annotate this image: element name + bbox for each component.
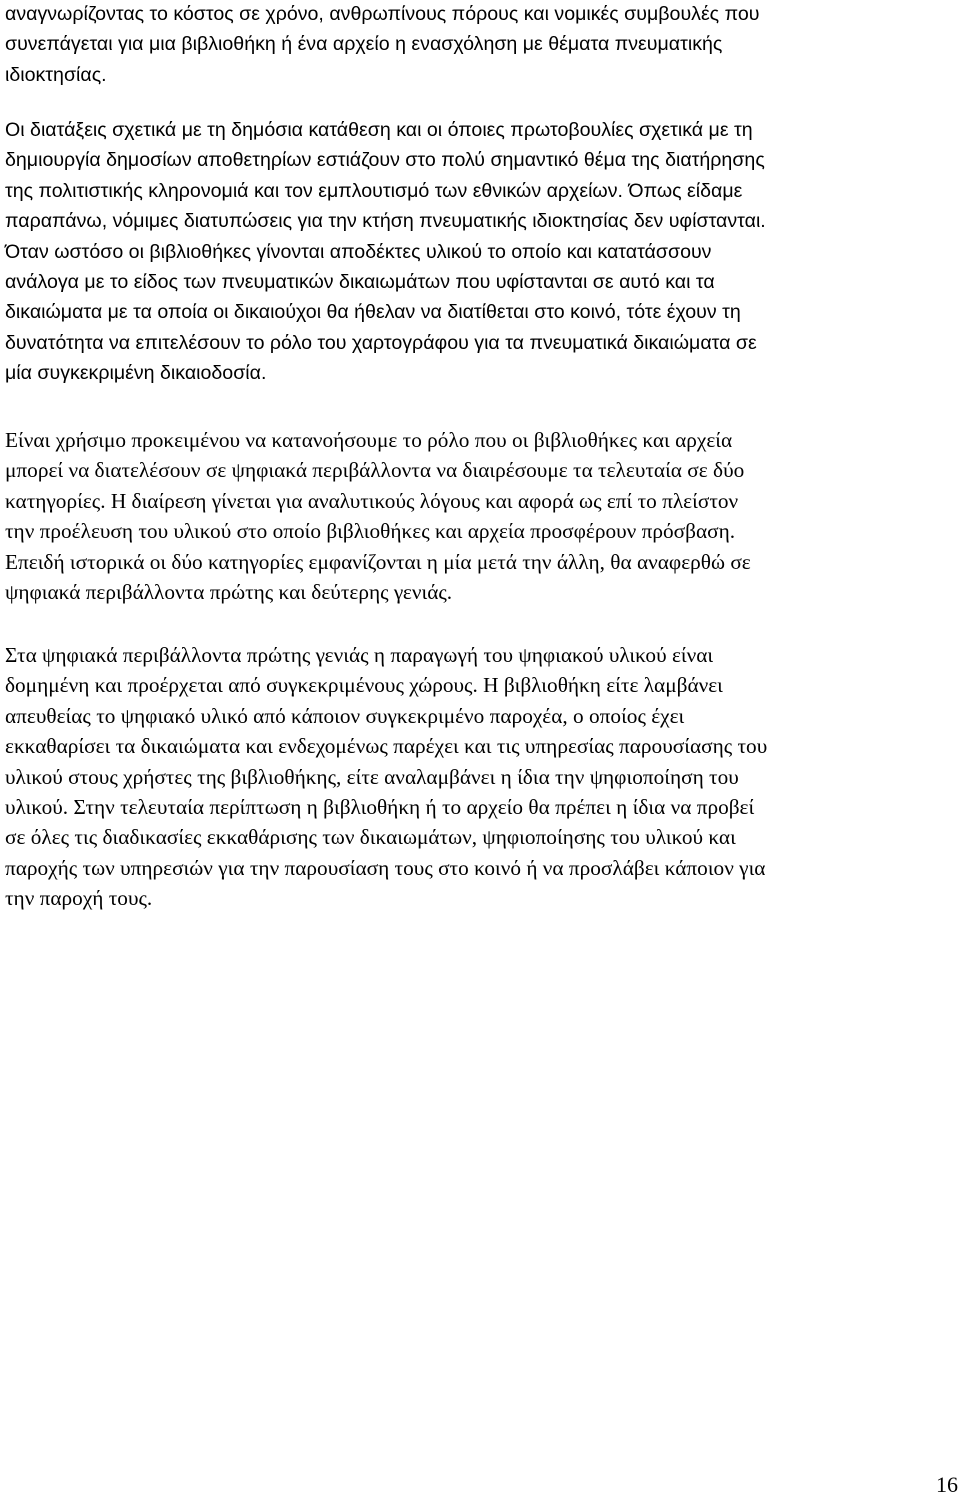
paragraph-line: μπορεί να διατελέσουν σε ψηφιακά περιβάλλοντα να διαιρέσουμε τα τελευταία σε δύο <box>5 458 745 483</box>
paragraph-line: παραπάνω, νόμιμες διατυπώσεις για την κτήση πνευματικής ιδιοκτησίας δεν υφίστανται. <box>5 210 766 233</box>
paragraph-line: Στα ψηφιακά περιβάλλοντα πρώτης γενιάς η παραγωγή του ψηφιακού υλικού είναι <box>5 643 714 667</box>
paragraph-3 <box>5 425 751 607</box>
paragraph-line: Όταν ωστόσο οι βιβλιοθήκες γίνονται αποδέκτες υλικού το οποίο και κατατάσσουν <box>5 240 712 263</box>
page-number: 16 <box>936 1472 958 1497</box>
paragraph-line: Είναι χρήσιμο προκειμένου να κατανοήσουμε το ρόλο που οι βιβλιοθήκες και αρχεία <box>5 428 733 452</box>
paragraph-line: υλικού. Στην τελευταία περίπτωση η βιβλιοθήκη ή το αρχείο θα πρέπει η ίδια να προβεί <box>5 794 755 819</box>
paragraph-line: δικαιώματα με τα οποία οι δικαιούχοι θα ήθελαν να διατίθεται στο κοινό, τότε έχουν τη <box>5 301 741 324</box>
paragraph-1 <box>5 0 759 90</box>
paragraph-line: ανάλογα με το είδος των πνευματικών δικαιωμάτων που υφίστανται σε αυτό και τα <box>5 270 715 293</box>
paragraph-line: μία συγκεκριμένη δικαιοδοσία. <box>5 362 267 385</box>
paragraph-line: παροχής των υπηρεσιών για την παρουσίαση τους στο κοινό ή να προσλάβει κάποιον για <box>5 855 766 880</box>
paragraph-line: Επειδή ιστορικά οι δύο κατηγορίες εμφανίζονται η μία μετά την άλλη, θα αναφερθώ σε <box>5 549 751 574</box>
paragraph-line: υλικού στους χρήστες της βιβλιοθήκης, είτε αναλαμβάνει η ίδια την ψηφιοποίηση του <box>5 764 739 789</box>
paragraph-line: Οι διατάξεις σχετικά με τη δημόσια κατάθεση και οι όποιες πρωτοβουλίες σχετικά με τη <box>5 119 753 141</box>
paragraph-line: εκκαθαρίσει τα δικαιώματα και ενδεχομένως παρέχει και τις υπηρεσίας παρουσίασης του <box>5 734 768 759</box>
paragraph-line: συνεπάγεται για μια βιβλιοθήκη ή ένα αρχείο η ενασχόληση με θέματα πνευματικής <box>5 33 723 56</box>
paragraph-line: ψηφιακά περιβάλλοντα πρώτης και δεύτερης γενιάς. <box>5 579 453 604</box>
paragraph-line: απευθείας το ψηφιακό υλικό από κάποιον συγκεκριμένο παροχέα, ο οποίος έχει <box>5 703 685 728</box>
paragraph-line: την παροχή τους. <box>5 886 153 911</box>
paragraph-line: αναγνωρίζοντας το κόστος σε χρόνο, ανθρωπίνους πόρους και νομικές συμβουλές που <box>5 3 760 25</box>
paragraph-line: δημιουργία δημοσίων αποθετηρίων εστιάζουν στο πολύ σημαντικό θέμα της διατήρησης <box>5 149 765 172</box>
paragraph-line: ιδιοκτησίας. <box>5 63 107 86</box>
paragraph-line: την προέλευση του υλικού στο οποίο βιβλιοθήκες και αρχεία προσφέρουν πρόσβαση. <box>5 519 736 544</box>
paragraph-4 <box>5 640 767 914</box>
paragraph-line: δομημένη και προέρχεται από συγκεκριμένους χώρους. Η βιβλιοθήκη είτε λαμβάνει <box>5 673 723 698</box>
paragraph-line: δυνατότητα να επιτελέσουν το ρόλο του χαρτογράφου για τα πνευματικά δικαιώματα σε <box>5 331 757 354</box>
paragraph-line: σε όλες τις διαδικασίες εκκαθάρισης των δικαιωμάτων, ψηφιοποίησης του υλικού και <box>5 825 736 850</box>
paragraph-2 <box>5 115 766 389</box>
paragraph-line: της πολιτιστικής κληρονομιά και τον εμπλουτισμό των εθνικών αρχείων. Όπως είδαμε <box>5 179 743 202</box>
paragraph-line: κατηγορίες. Η διαίρεση γίνεται για αναλυτικούς λόγους και αφορά ως επί το πλείστον <box>5 488 739 513</box>
